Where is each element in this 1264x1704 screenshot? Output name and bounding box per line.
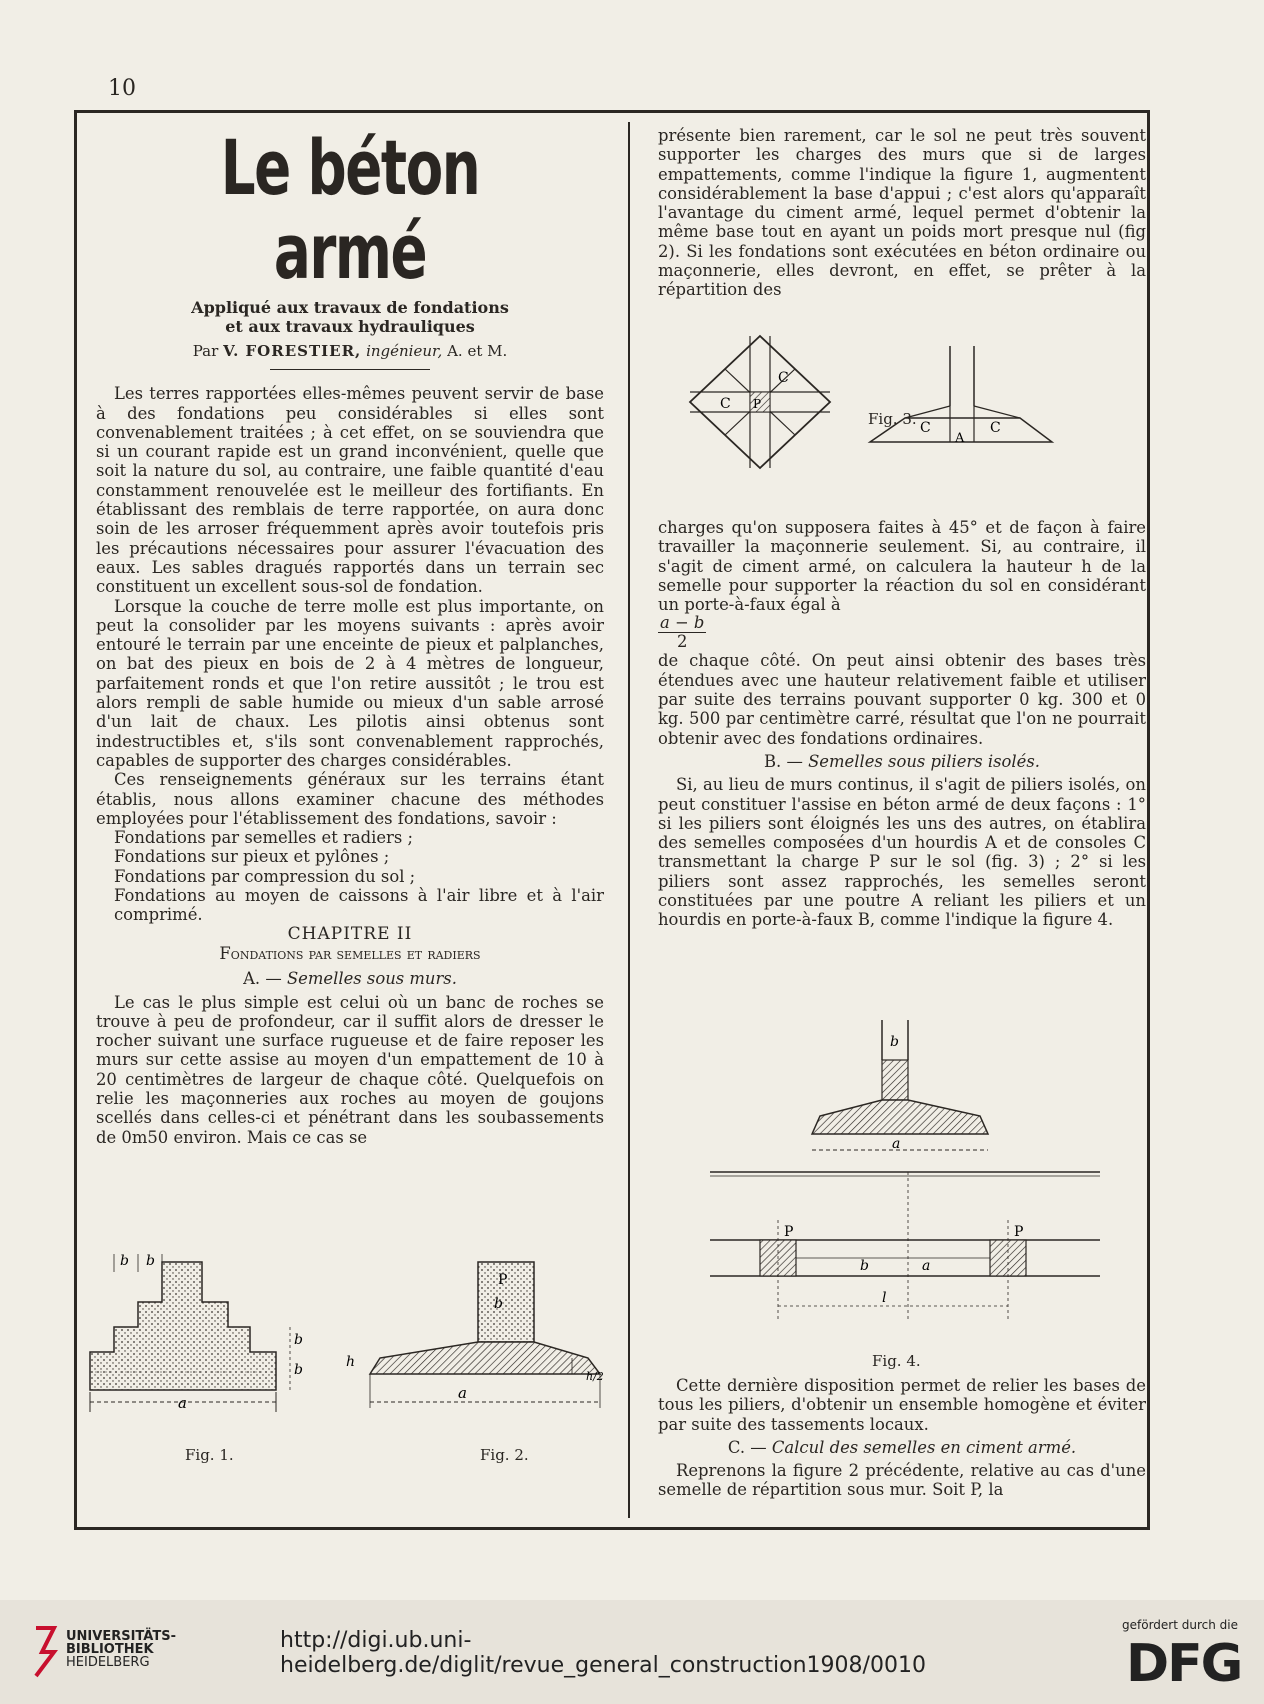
library-logo-icon xyxy=(30,1626,60,1678)
dfg-logo: DFG xyxy=(1126,1634,1242,1694)
fig1-label-a: a xyxy=(178,1394,187,1412)
library-name-3: HEIDELBERG xyxy=(66,1655,150,1670)
section-b-title: Semelles sous piliers isolés. xyxy=(808,751,1040,771)
paragraph: Ces renseignements généraux sur les terrains étant établis, nous allons examiner chacune des méthodes employées pour l'établissement des fondations, savoir : xyxy=(96,770,604,828)
fig3-label-c1: C xyxy=(920,420,931,436)
section-c-heading xyxy=(658,1438,1146,1457)
fig2-label-b: b xyxy=(494,1296,503,1312)
section-b-heading xyxy=(658,752,1146,771)
funding-label: gefördert durch die xyxy=(1122,1618,1238,1632)
fraction xyxy=(658,614,706,651)
chapter-title: Fondations par semelles et radiers xyxy=(219,943,481,963)
fig1-label-b4: b xyxy=(294,1362,303,1378)
author-name: V. FORESTIER, xyxy=(223,342,362,360)
fig4-label-b-top: b xyxy=(890,1034,899,1050)
paragraph: Le cas le plus simple est celui où un banc de roches se trouve à peu de profondeur, car il suffit alors de dresser le rocher suivant une surface rugueuse et de faire reposer les murs sur cette assise au moyen d'un empattement de 10 à 20 centimètres de largeur de chaque côté. Quelquefois on relie les maçonneries aux roches au moyen de goujons scellés dans celles-ci et pénétrant dans les soubassements de 0m50 environ. Mais ce cas se xyxy=(96,992,604,1147)
page-number: 10 xyxy=(108,76,136,101)
paragraph: charges qu'on supposera faites à 45° et de façon à faire travailler la maçonnerie seulement. Si, au contraire, il s'agit de ciment armé, on calculera la hauteur h de la semelle pour supporter la réaction du sol en considérant un porte-à-faux égal à xyxy=(658,518,1146,615)
fig2-label-h2: h/2 xyxy=(586,1370,604,1383)
fig3-label-c2: C xyxy=(990,420,1001,436)
figure-4-caption: Fig. 4. xyxy=(872,1352,921,1370)
fraction-denominator: 2 xyxy=(676,632,688,652)
byline xyxy=(96,342,604,361)
article-subtitle-1: Appliqué aux travaux de fondations xyxy=(191,298,509,317)
paragraph: Les terres rapportées elles-mêmes peuvent servir de base à des fondations peu considérables si elles sont convenablement traitées ; à cet effet, on se souviendra que si un courant rapide est un grand inconvénient, quelle que soit la nature du sol, au contraire, une faible quantité d'eau constamment renouvelée est le meilleur des fortifiants. En établissant des remblais de terre rapportée, on aura donc soin de les arroser fréquemment après avoir toutefois pris les précautions nécessaires pour assurer l'évacuation des eaux. Les sables dragués rapportés dans un terrain sec constituent un excellent sous-sol de fondation. xyxy=(96,384,604,597)
fig4-label-p1: P xyxy=(784,1224,794,1240)
figure-2-diagram xyxy=(346,1262,610,1442)
article-title: Le béton armé xyxy=(220,123,480,296)
list-item: Fondations par semelles et radiers ; xyxy=(114,828,414,848)
right-column-top xyxy=(658,126,1146,300)
list-item: Fondations par compression du sol ; xyxy=(114,866,416,886)
figure-2-caption: Fig. 2. xyxy=(480,1446,529,1464)
fig2-label-h: h xyxy=(346,1354,356,1370)
paragraph: Cette dernière disposition permet de relier les bases de tous les piliers, d'obtenir un ensemble homogène et éviter par suite des tassements locaux. xyxy=(658,1376,1146,1434)
library-name xyxy=(66,1630,176,1669)
section-a-label: A. — xyxy=(243,969,282,989)
fraction-numerator: a − b xyxy=(660,613,705,633)
section-c-label: C. — xyxy=(727,1437,767,1457)
fig1-label-b3: b xyxy=(294,1332,303,1348)
section-a-heading xyxy=(96,969,604,988)
fig3-label-c-left: C xyxy=(720,396,731,412)
author-role: ingénieur, xyxy=(366,342,443,360)
section-a-title: Semelles sous murs. xyxy=(286,969,457,989)
list-item: Fondations au moyen de caissons à l'air libre et à l'air comprimé. xyxy=(114,886,604,925)
paragraph: Si, au lieu de murs continus, il s'agit de piliers isolés, on peut constituer l'assise en béton armé de deux façons : 1° si les piliers sont éloignés les uns des autres, on établira des semelles composées d'un hourdis A et de consoles C transmettant la charge P sur le sol (fig. 3) ; 2° si les piliers sont assez rapprochés, les semelles seront constituées par une poutre A reliant les piliers et un hourdis en porte-à-faux B, comme l'indique la figure 4. xyxy=(658,775,1146,930)
fig4-label-p2: P xyxy=(1014,1224,1024,1240)
viewer-footer xyxy=(0,1600,1264,1704)
fig4-label-a: a xyxy=(892,1136,901,1152)
author-suffix: A. et M. xyxy=(447,342,508,360)
figure-3-caption: Fig. 3. xyxy=(868,410,917,428)
section-c-title: Calcul des semelles en ciment armé. xyxy=(771,1437,1077,1457)
fig2-label-p: P xyxy=(498,1272,508,1288)
right-column-middle xyxy=(658,518,1146,930)
paragraph: présente bien rarement, car le sol ne peut très souvent supporter les charges des murs que si de larges empattements, comme l'indique la figure 1, augmentent considérablement la base d'appui ; c'est alors qu'apparaît l'avantage du ciment armé, lequel permet d'obtenir la même base tout en ayant un poids mort presque nul (fig 2). Si les fondations sont exécutées en béton ordinaire ou maçonnerie, elles devront, en effet, se prêter à la répartition des xyxy=(658,126,1146,300)
title-rule xyxy=(270,369,430,370)
figure-4-diagram xyxy=(700,1020,1120,1340)
chapter-heading: CHAPITRE II xyxy=(287,923,413,944)
list-item: Fondations sur pieux et pylônes ; xyxy=(114,847,390,867)
paragraph: Lorsque la couche de terre molle est plus importante, on peut la consolider par les moyens suivants : après avoir entouré le terrain par une enceinte de pieux et palplanches, on bat des pieux en bois de 2 à 4 mètres de longueur, parfaitement ronds et que l'on retire aussitôt ; le trou est alors rempli de sable humide ou mieux d'un sable arrosé d'un lait de chaux. Les pilotis ainsi obtenus sont indestructibles et, s'ils sont convenablement rapprochés, capables de supporter des charges considérables. xyxy=(96,596,604,770)
paragraph: de chaque côté. On peut ainsi obtenir des bases très étendues avec une hauteur relativement faible et utiliser par suite des terrains pouvant supporter 0 kg. 300 et 0 kg. 500 par centimètre carré, résultat que l'on ne pourrait obtenir avec des fondations ordinaires. xyxy=(658,651,1146,748)
right-column-bottom xyxy=(658,1376,1146,1500)
article-subtitle-2: et aux travaux hydrauliques xyxy=(225,317,475,336)
fig3-label-c-top: C xyxy=(778,370,789,386)
left-column xyxy=(96,123,604,1147)
fraction-line xyxy=(658,614,1146,651)
fig1-label-b1: b xyxy=(120,1253,129,1269)
fig4-label-a-mid: a xyxy=(922,1258,931,1274)
library-name-2: BIBLIOTHEK xyxy=(66,1642,154,1657)
figure-1-diagram xyxy=(90,1253,310,1442)
fig3-label-a: A xyxy=(955,431,965,446)
fig4-label-b-mid: b xyxy=(860,1258,869,1274)
section-b-label: B. — xyxy=(764,751,803,771)
column-divider xyxy=(628,122,630,1518)
fig2-label-a: a xyxy=(458,1384,467,1402)
library-name-1: UNIVERSITÄTS- xyxy=(66,1629,176,1644)
byline-prefix: Par xyxy=(192,342,219,360)
paragraph: Reprenons la figure 2 précédente, relative au cas d'une semelle de répartition sous mur. Soit P, la xyxy=(658,1461,1146,1500)
fig1-label-b2: b xyxy=(146,1253,155,1269)
figure-1-caption: Fig. 1. xyxy=(185,1446,234,1464)
fig3-label-p: P xyxy=(753,397,762,411)
fig4-label-l: l xyxy=(882,1290,887,1306)
permalink-url[interactable]: http://digi.ub.uni-heidelberg.de/diglit/revue_general_construction1908/0010 xyxy=(280,1628,926,1678)
